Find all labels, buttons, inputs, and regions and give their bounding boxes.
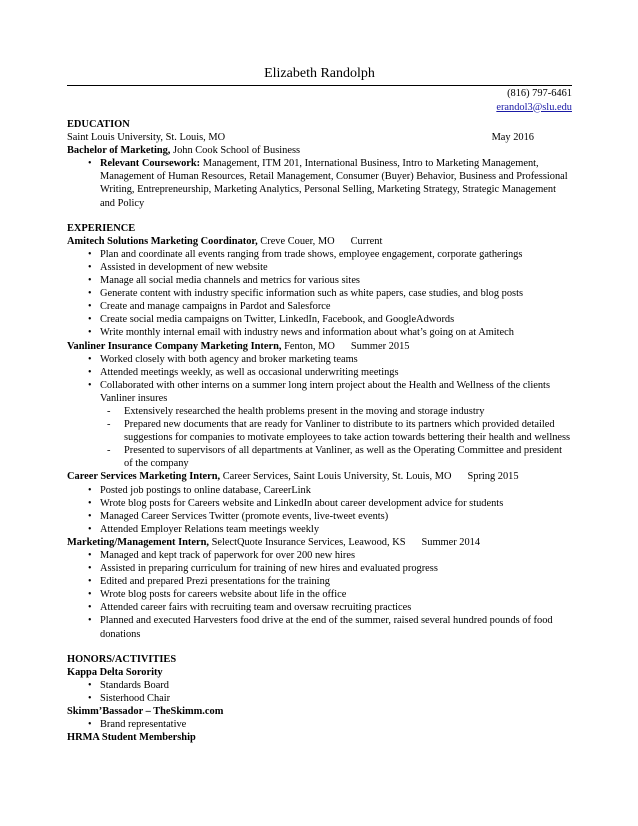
graduation-date: May 2016 <box>491 132 534 144</box>
list-item: • Planned and executed Harvesters food drive at the end of the summer, raised several hundred pounds of food donations <box>67 614 572 640</box>
list-item: • Assisted in preparing curriculum for training of new hires and evaluated progress <box>67 562 572 575</box>
job-date: Summer 2015 <box>350 340 410 352</box>
job-header <box>67 340 572 353</box>
job-location: Creve Couer, MO <box>257 235 335 247</box>
experience-jobs <box>67 235 572 641</box>
email-link[interactable]: erandol3@slu.edu <box>496 101 572 113</box>
honor-bullets <box>67 718 572 731</box>
list-item: • Wrote blog posts for Careers website and LinkedIn about career development advice for students <box>67 497 572 510</box>
list-item: • Plan and coordinate all events ranging from trade shows, employee engagement, corporate gatherings <box>67 248 572 261</box>
school-name: Saint Louis University, St. Louis, MO <box>67 132 226 144</box>
coursework-label: Relevant Coursework: <box>100 158 201 170</box>
job-date: Current <box>350 235 383 247</box>
list-item: • Sisterhood Chair <box>67 692 572 705</box>
education-heading: EDUCATION <box>67 119 130 130</box>
job-bullets <box>67 353 572 405</box>
honors-groups <box>67 666 572 745</box>
job-bullets <box>67 484 572 536</box>
education-school-row <box>67 131 572 144</box>
list-item: • Brand representative <box>67 718 572 731</box>
sub-item-text: Extensively researched the health problems present in the moving and storage industry <box>124 405 485 417</box>
list-item: • Attended Employer Relations team meetings weekly <box>67 523 572 536</box>
job-date: Spring 2015 <box>467 471 519 483</box>
honor-title: HRMA Student Membership <box>67 732 196 744</box>
list-item: • Managed Career Services Twitter (promote events, live-tweet events) <box>67 510 572 523</box>
list-item <box>67 157 572 209</box>
job-location: Career Services, Saint Louis University, St. Louis, MO <box>220 471 452 483</box>
list-item: • Attended meetings weekly, as well as occasional underwriting meetings <box>67 366 572 379</box>
honor-title: Skimm’Bassador – TheSkimm.com <box>67 706 224 718</box>
list-item: • Assisted in development of new website <box>67 261 572 274</box>
dash-marker: - <box>107 445 111 457</box>
job-header <box>67 536 572 549</box>
list-item: • Write monthly internal email with industry news and information about what’s going on at Amitech <box>67 326 572 339</box>
dash-marker: - <box>107 405 111 417</box>
list-item: • Attended career fairs with recruiting team and oversaw recruiting practices <box>67 601 572 614</box>
sub-item-text: Presented to supervisors of all departments at Vanliner, as well as the Operating Committee and president of the company <box>124 445 562 470</box>
sub-item <box>67 405 572 418</box>
honor-title: Kappa Delta Sorority <box>67 666 163 678</box>
job-bullets <box>67 549 572 641</box>
job-location: SelectQuote Insurance Services, Leawood, KS <box>208 536 406 548</box>
degree-school: John Cook School of Business <box>170 145 301 157</box>
list-item: • Manage all social media channels and metrics for various sites <box>67 274 572 287</box>
candidate-name: Elizabeth Randolph <box>264 66 375 81</box>
degree-label: Bachelor of Marketing, <box>67 145 171 157</box>
coursework-list <box>67 157 572 209</box>
resume-page <box>67 66 572 744</box>
list-item: • Managed and kept track of paperwork for over 200 new hires <box>67 549 572 562</box>
list-item: • Collaborated with other interns on a summer long intern project about the Health and Wellness of the clients Vanliner insures <box>67 379 572 405</box>
experience-heading: EXPERIENCE <box>67 222 136 234</box>
degree-line <box>67 144 572 157</box>
list-item: • Edited and prepared Prezi presentations for the training <box>67 575 572 588</box>
dash-marker: - <box>107 419 111 431</box>
list-item: • Wrote blog posts for careers website about life in the office <box>67 588 572 601</box>
job-title: Career Services Marketing Intern, <box>67 471 221 483</box>
honor-bullets <box>67 679 572 705</box>
list-item: • Generate content with industry specific information such as white papers, case studies, and blog posts <box>67 287 572 300</box>
job-bullets <box>67 248 572 340</box>
job-header <box>67 470 572 483</box>
list-item: • Standards Board <box>67 679 572 692</box>
sub-item-text: Prepared new documents that are ready for Vanliner to distribute to its partners which provided detailed suggestions for companies to motivate employees to take action towards bettering their health and wellness <box>124 419 571 444</box>
job-location: Fenton, MO <box>281 340 335 352</box>
coursework-text: Management, ITM 201, International Business, Intro to Marketing Management, Management of Human Resources, Retail Management, Consumer (Buyer) Behavior, Business and Professional Writing, Entrepreneurship, Marketing Analytics, Personal Selling, Marketing Strategy, Strategic Management and Policy <box>100 158 568 209</box>
list-item: • Worked closely with both agency and broker marketing teams <box>67 353 572 366</box>
contact-phone: (816) 797-6461 <box>507 88 572 99</box>
job-title: Vanliner Insurance Company Marketing Intern, <box>67 340 282 352</box>
honors-heading: HONORS/ACTIVITIES <box>67 653 177 665</box>
job-date: Summer 2014 <box>421 536 481 548</box>
job-title: Amitech Solutions Marketing Coordinator, <box>67 235 258 247</box>
sub-item <box>67 418 572 444</box>
list-item: • Create social media campaigns on Twitter, LinkedIn, Facebook, and GoogleAdwords <box>67 313 572 326</box>
job-title: Marketing/Management Intern, <box>67 536 209 548</box>
job-header <box>67 235 572 248</box>
list-item: • Posted job postings to online database, CareerLink <box>67 484 572 497</box>
header-divider <box>67 85 572 86</box>
sub-item <box>67 444 572 470</box>
list-item: • Create and manage campaigns in Pardot and Salesforce <box>67 300 572 313</box>
